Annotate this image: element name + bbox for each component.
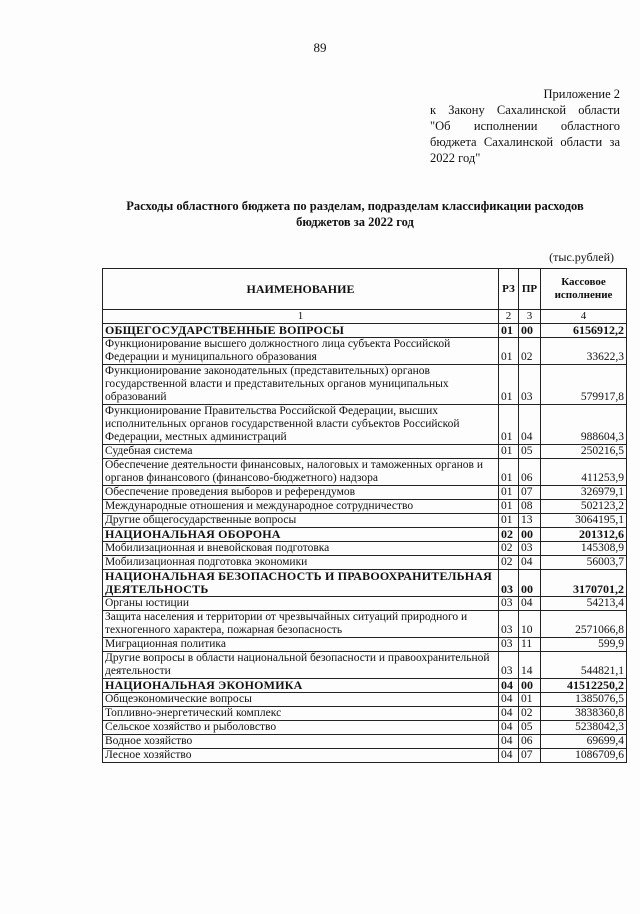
row-rz: 04 <box>499 693 519 707</box>
table-row <box>103 500 627 514</box>
row-pr: 00 <box>519 528 541 542</box>
row-rz: 02 <box>499 542 519 556</box>
row-sum: 988604,3 <box>541 405 627 445</box>
table-row <box>103 445 627 459</box>
appendix-line: 2022 год" <box>430 151 481 165</box>
row-rz: 04 <box>499 735 519 749</box>
row-pr: 10 <box>519 611 541 638</box>
appendix-line: бюджета Сахалинской области за <box>430 135 620 149</box>
row-name: Миграционная политика <box>103 638 499 652</box>
row-rz: 01 <box>499 324 519 338</box>
expenditure-table <box>102 268 627 763</box>
row-sum: 250216,5 <box>541 445 627 459</box>
row-name: Функционирование законодательных (представительных) органов государственной власти и представительных органов муниципальных образований <box>103 365 499 405</box>
header-name: НАИМЕНОВАНИЕ <box>103 269 499 310</box>
column-number-row <box>103 310 627 324</box>
row-rz: 04 <box>499 721 519 735</box>
header-sum <box>541 269 627 310</box>
row-rz: 01 <box>499 459 519 486</box>
row-pr: 06 <box>519 735 541 749</box>
row-name: Другие общегосударственные вопросы <box>103 514 499 528</box>
table-row <box>103 486 627 500</box>
row-name: Топливно-энергетический комплекс <box>103 707 499 721</box>
row-pr: 04 <box>519 405 541 445</box>
row-name: НАЦИОНАЛЬНАЯ ЭКОНОМИКА <box>103 679 499 693</box>
table-row <box>103 514 627 528</box>
row-pr: 00 <box>519 324 541 338</box>
table-section-row <box>103 679 627 693</box>
row-sum: 2571066,8 <box>541 611 627 638</box>
row-name: Судебная система <box>103 445 499 459</box>
row-rz: 02 <box>499 528 519 542</box>
row-name: НАЦИОНАЛЬНАЯ ОБОРОНА <box>103 528 499 542</box>
table-row <box>103 597 627 611</box>
row-rz: 03 <box>499 638 519 652</box>
table-row <box>103 556 627 570</box>
table-row <box>103 542 627 556</box>
column-number: 3 <box>519 310 541 324</box>
table-header-row <box>103 269 627 310</box>
row-rz: 04 <box>499 679 519 693</box>
row-name: Мобилизационная подготовка экономики <box>103 556 499 570</box>
row-rz: 01 <box>499 405 519 445</box>
row-name: Другие вопросы в области национальной безопасности и правоохранительной деятельности <box>103 652 499 679</box>
row-pr: 11 <box>519 638 541 652</box>
row-rz: 03 <box>499 652 519 679</box>
row-pr: 07 <box>519 749 541 763</box>
table-row <box>103 721 627 735</box>
table-body <box>103 324 627 763</box>
table-row <box>103 459 627 486</box>
row-sum: 3170701,2 <box>541 570 627 597</box>
table-section-row <box>103 528 627 542</box>
appendix-line: Приложение 2 <box>543 87 620 101</box>
row-pr: 07 <box>519 486 541 500</box>
row-rz: 01 <box>499 338 519 365</box>
table-row <box>103 652 627 679</box>
row-name: Международные отношения и международное сотрудничество <box>103 500 499 514</box>
row-rz: 01 <box>499 365 519 405</box>
row-sum: 56003,7 <box>541 556 627 570</box>
row-name: Лесное хозяйство <box>103 749 499 763</box>
row-pr: 04 <box>519 556 541 570</box>
row-name: Сельское хозяйство и рыболовство <box>103 721 499 735</box>
row-name: Обеспечение деятельности финансовых, налоговых и таможенных органов и органов финансового (финансово-бюджетного) надзора <box>103 459 499 486</box>
row-name: Мобилизационная и вневойсковая подготовка <box>103 542 499 556</box>
row-sum: 411253,9 <box>541 459 627 486</box>
appendix-line: к Закону Сахалинской области <box>430 103 620 117</box>
appendix-line: "Об исполнении областного <box>430 119 620 133</box>
row-pr: 06 <box>519 459 541 486</box>
row-rz: 03 <box>499 611 519 638</box>
row-name: ОБЩЕГОСУДАРСТВЕННЫЕ ВОПРОСЫ <box>103 324 499 338</box>
table-row <box>103 338 627 365</box>
row-name: Функционирование Правительства Российской Федерации, высших исполнительных органов государственной власти субъектов Российской Федерации, местных администраций <box>103 405 499 445</box>
table-row <box>103 735 627 749</box>
row-rz: 01 <box>499 486 519 500</box>
row-sum: 1086709,6 <box>541 749 627 763</box>
table-row <box>103 638 627 652</box>
header-sum-line: Кассовое <box>561 276 606 288</box>
table-row <box>103 749 627 763</box>
row-sum: 54213,4 <box>541 597 627 611</box>
row-name: НАЦИОНАЛЬНАЯ БЕЗОПАСНОСТЬ И ПРАВООХРАНИТЕЛЬНАЯ ДЕЯТЕЛЬНОСТЬ <box>103 570 499 597</box>
row-pr: 04 <box>519 597 541 611</box>
row-sum: 6156912,2 <box>541 324 627 338</box>
row-rz: 01 <box>499 500 519 514</box>
table-section-row <box>103 570 627 597</box>
table-row <box>103 405 627 445</box>
row-sum: 3838360,8 <box>541 707 627 721</box>
row-name: Общеэкономические вопросы <box>103 693 499 707</box>
row-rz: 01 <box>499 514 519 528</box>
header-pr: ПР <box>519 269 541 310</box>
title-line: бюджетов за 2022 год <box>296 215 414 229</box>
column-number: 4 <box>541 310 627 324</box>
row-name: Защита населения и территории от чрезвычайных ситуаций природного и техногенного характера, пожарная безопасность <box>103 611 499 638</box>
row-pr: 03 <box>519 365 541 405</box>
row-pr: 03 <box>519 542 541 556</box>
row-name: Обеспечение проведения выборов и референдумов <box>103 486 499 500</box>
table-row <box>103 707 627 721</box>
header-sum-line: исполнение <box>554 289 613 301</box>
row-pr: 00 <box>519 570 541 597</box>
row-sum: 502123,2 <box>541 500 627 514</box>
header-rz: РЗ <box>499 269 519 310</box>
column-number: 2 <box>499 310 519 324</box>
row-sum: 201312,6 <box>541 528 627 542</box>
row-pr: 05 <box>519 721 541 735</box>
row-sum: 1385076,5 <box>541 693 627 707</box>
row-sum: 69699,4 <box>541 735 627 749</box>
row-pr: 02 <box>519 707 541 721</box>
row-rz: 02 <box>499 556 519 570</box>
row-pr: 08 <box>519 500 541 514</box>
table-section-row <box>103 324 627 338</box>
table-row <box>103 611 627 638</box>
row-sum: 5238042,3 <box>541 721 627 735</box>
row-sum: 33622,3 <box>541 338 627 365</box>
row-rz: 04 <box>499 707 519 721</box>
table-row <box>103 365 627 405</box>
row-rz: 04 <box>499 749 519 763</box>
document-title <box>100 198 610 230</box>
row-name: Водное хозяйство <box>103 735 499 749</box>
row-pr: 00 <box>519 679 541 693</box>
row-pr: 02 <box>519 338 541 365</box>
row-sum: 326979,1 <box>541 486 627 500</box>
row-pr: 05 <box>519 445 541 459</box>
appendix-note <box>430 86 620 166</box>
row-name: Функционирование высшего должностного лица субъекта Российской Федерации и муниципального образования <box>103 338 499 365</box>
row-sum: 145308,9 <box>541 542 627 556</box>
column-number: 1 <box>103 310 499 324</box>
row-rz: 03 <box>499 597 519 611</box>
page-number: 89 <box>313 40 327 55</box>
row-pr: 01 <box>519 693 541 707</box>
row-sum: 544821,1 <box>541 652 627 679</box>
row-rz: 01 <box>499 445 519 459</box>
row-pr: 13 <box>519 514 541 528</box>
row-rz: 03 <box>499 570 519 597</box>
title-line: Расходы областного бюджета по разделам, подразделам классификации расходов <box>126 199 584 213</box>
units-label: (тыс.рублей) <box>549 250 614 264</box>
row-sum: 599,9 <box>541 638 627 652</box>
row-pr: 14 <box>519 652 541 679</box>
table-row <box>103 693 627 707</box>
row-sum: 579917,8 <box>541 365 627 405</box>
row-sum: 41512250,2 <box>541 679 627 693</box>
row-name: Органы юстиции <box>103 597 499 611</box>
row-sum: 3064195,1 <box>541 514 627 528</box>
